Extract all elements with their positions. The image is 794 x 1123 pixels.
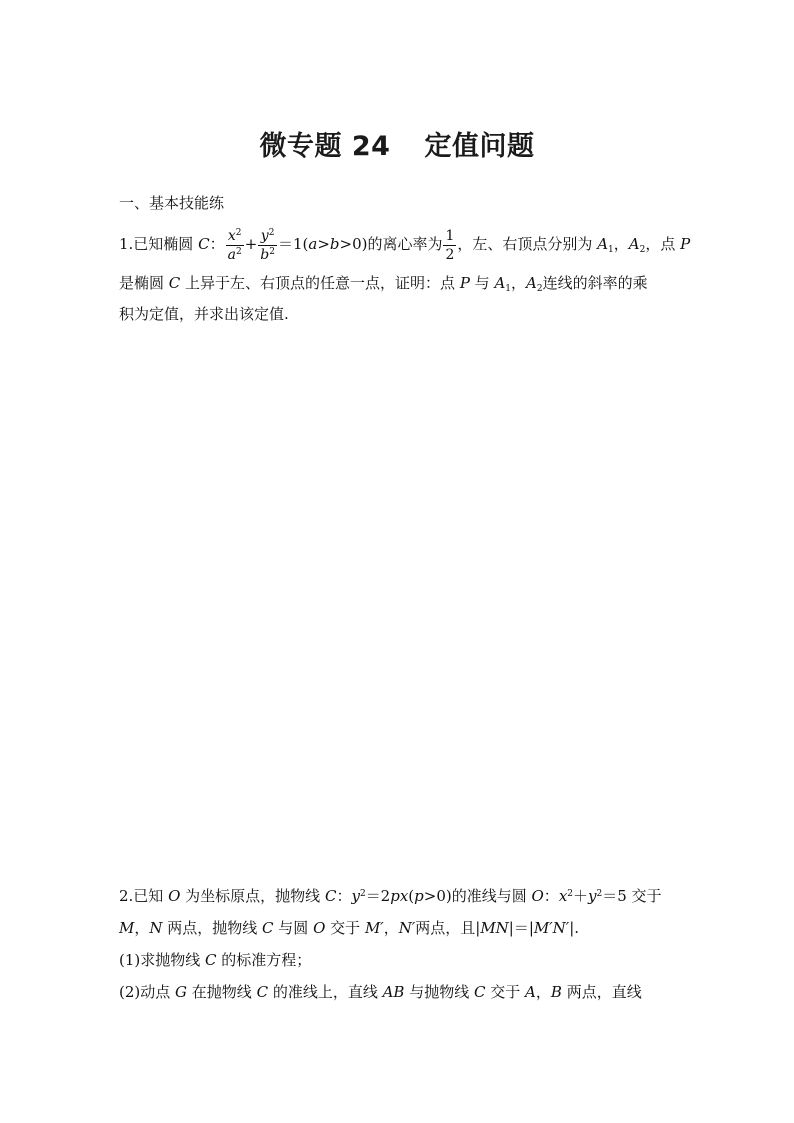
section-heading: 一、基本技能练 [119,194,225,212]
page-title [0,124,794,163]
p1-var-C: C [198,235,210,253]
fraction-y2-b2: $\frac{y^2}{b^2}$ [260,227,275,263]
problem2-part1: (1)求抛物线 C 的标准方程； [119,951,312,969]
fraction-x2-a2: $\frac{x^2}{a^2}$ [227,227,242,263]
fraction-one-half: $\frac{1}{2}$ [445,227,455,263]
p1-text: 1.已知椭圆 [119,235,199,253]
title-sub: 定值问题 [424,131,535,162]
problem1-line3: 积为定值，并求出该定值. [119,305,289,323]
problem2-line2: M，N 两点，抛物线 C 与圆 O 交于 M′，N′两点，且|MN|＝|M′N′|. [119,919,580,937]
p1-plus: + [244,235,258,253]
problem2-line1: 2.已知 O 为坐标原点，抛物线 C：$y^2=2px(p>0)$的准线与圆 O：$x^2+y^2=5$ 交于 [119,887,662,905]
problem1-line1: 1.已知椭圆 C： $\frac{x^2}{a^2}$ + $\frac{y^2}{b^2}$ ＝1(a>b>0)的离心率为 $\frac{1}{2}$ ，左、右顶点分别为 $A_1$，$A_2$，点 P [119,227,691,263]
title-main: 微专题 24 [259,131,391,162]
problem2-part2: (2)动点 G 在抛物线 C 的准线上，直线 AB 与抛物线 C 交于 A，B 两点，直线 [119,983,642,1001]
problem1-line2: 是椭圆 C 上异于左、右顶点的任意一点，证明：点 P 与 $A_1$，$A_2$连线的斜率的乘 [119,274,648,294]
p1-colon: ： [209,235,225,253]
